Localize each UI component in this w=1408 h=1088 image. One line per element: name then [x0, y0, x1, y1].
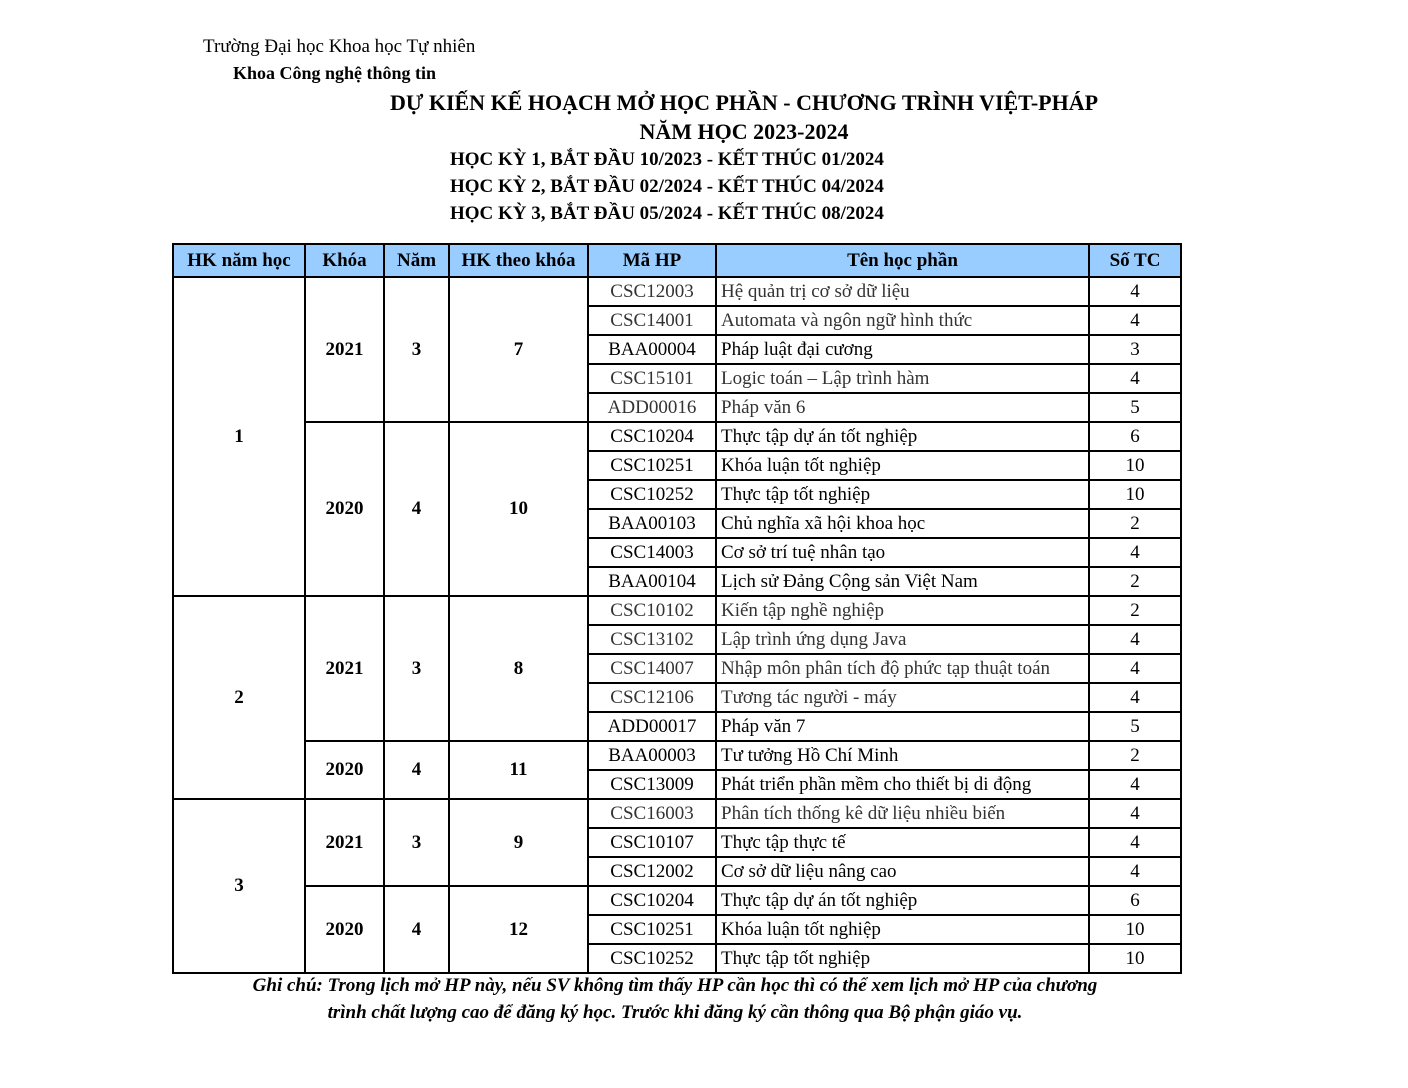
credits: 4 — [1089, 799, 1181, 828]
credits: 4 — [1089, 828, 1181, 857]
credits: 3 — [1089, 335, 1181, 364]
course-code: CSC14003 — [588, 538, 716, 567]
course-name: Automata và ngôn ngữ hình thức — [716, 306, 1089, 335]
table-header-row — [173, 244, 1181, 277]
credits: 4 — [1089, 306, 1181, 335]
course-name: Cơ sở trí tuệ nhân tạo — [716, 538, 1089, 567]
table-row — [173, 422, 1181, 451]
footnote-line-1: Ghi chú: Trong lịch mở HP này, nếu SV không tìm thấy HP cần học thì có thể xem lịch mở HP của chương — [252, 975, 1098, 996]
hk-theo-khoa-cell: 7 — [449, 277, 588, 422]
khoa-cell: 2021 — [305, 277, 384, 422]
credits: 4 — [1089, 538, 1181, 567]
course-code: CSC10252 — [588, 480, 716, 509]
course-code: BAA00004 — [588, 335, 716, 364]
course-code: CSC13102 — [588, 625, 716, 654]
credits: 4 — [1089, 654, 1181, 683]
hk-theo-khoa-cell: 9 — [449, 799, 588, 886]
semester-1-dates: HỌC KỲ 1, BẮT ĐẦU 10/2023 - KẾT THÚC 01/2024 — [450, 149, 884, 170]
course-plan-table — [172, 243, 1182, 974]
course-code: ADD00017 — [588, 712, 716, 741]
course-code: CSC14007 — [588, 654, 716, 683]
credits: 2 — [1089, 509, 1181, 538]
hk-nam-hoc-cell: 2 — [173, 596, 305, 799]
credits: 4 — [1089, 683, 1181, 712]
course-name: Pháp văn 6 — [716, 393, 1089, 422]
khoa-cell: 2021 — [305, 799, 384, 886]
course-code: CSC10252 — [588, 944, 716, 973]
course-code: BAA00003 — [588, 741, 716, 770]
school-name: Trường Đại học Khoa học Tự nhiên — [203, 36, 476, 57]
khoa-cell: 2020 — [305, 422, 384, 596]
footnote — [150, 972, 1200, 1026]
credits: 10 — [1089, 480, 1181, 509]
course-code: BAA00104 — [588, 567, 716, 596]
credits: 4 — [1089, 625, 1181, 654]
nam-cell: 3 — [384, 799, 449, 886]
course-name: Phát triển phần mềm cho thiết bị di động — [716, 770, 1089, 799]
col-header-hk-theo-khoa: HK theo khóa — [449, 244, 588, 277]
course-code: ADD00016 — [588, 393, 716, 422]
table-row — [173, 886, 1181, 915]
course-code: BAA00103 — [588, 509, 716, 538]
table-row — [173, 277, 1181, 306]
course-name: Chủ nghĩa xã hội khoa học — [716, 509, 1089, 538]
col-header-hk-nam-hoc: HK năm học — [173, 244, 305, 277]
credits: 4 — [1089, 277, 1181, 306]
course-name: Pháp luật đại cương — [716, 335, 1089, 364]
credits: 2 — [1089, 596, 1181, 625]
credits: 4 — [1089, 770, 1181, 799]
course-code: CSC14001 — [588, 306, 716, 335]
course-code: CSC12002 — [588, 857, 716, 886]
credits: 10 — [1089, 915, 1181, 944]
nam-cell: 4 — [384, 422, 449, 596]
course-code: CSC10204 — [588, 886, 716, 915]
footnote-line-2: trình chất lượng cao để đăng ký học. Trước khi đăng ký cần thông qua Bộ phận giáo vụ. — [327, 1002, 1023, 1023]
col-header-ma-hp: Mã HP — [588, 244, 716, 277]
course-name: Hệ quản trị cơ sở dữ liệu — [716, 277, 1089, 306]
credits: 5 — [1089, 712, 1181, 741]
table-body — [173, 277, 1181, 973]
hk-nam-hoc-cell: 3 — [173, 799, 305, 973]
course-name: Logic toán – Lập trình hàm — [716, 364, 1089, 393]
document-title: DỰ KIẾN KẾ HOẠCH MỞ HỌC PHẦN - CHƯƠNG TRÌNH VIỆT-PHÁP — [389, 90, 1099, 115]
course-name: Thực tập tốt nghiệp — [716, 944, 1089, 973]
semester-2-dates: HỌC KỲ 2, BẮT ĐẦU 02/2024 - KẾT THÚC 04/2024 — [450, 176, 884, 197]
course-name: Nhập môn phân tích độ phức tạp thuật toán — [716, 654, 1089, 683]
credits: 10 — [1089, 944, 1181, 973]
hk-theo-khoa-cell: 11 — [449, 741, 588, 799]
credits: 5 — [1089, 393, 1181, 422]
credits: 4 — [1089, 857, 1181, 886]
credits: 6 — [1089, 886, 1181, 915]
credits: 2 — [1089, 567, 1181, 596]
course-name: Lập trình ứng dụng Java — [716, 625, 1089, 654]
course-name: Phân tích thống kê dữ liệu nhiều biến — [716, 799, 1089, 828]
course-code: CSC12106 — [588, 683, 716, 712]
nam-cell: 3 — [384, 277, 449, 422]
faculty-name: Khoa Công nghệ thông tin — [233, 63, 437, 83]
col-header-nam: Năm — [384, 244, 449, 277]
course-code: CSC10204 — [588, 422, 716, 451]
hk-theo-khoa-cell: 8 — [449, 596, 588, 741]
course-code: CSC16003 — [588, 799, 716, 828]
credits: 4 — [1089, 364, 1181, 393]
course-code: CSC10107 — [588, 828, 716, 857]
semester-3-dates: HỌC KỲ 3, BẮT ĐẦU 05/2024 - KẾT THÚC 08/2024 — [450, 203, 884, 224]
course-code: CSC10251 — [588, 915, 716, 944]
col-header-khoa: Khóa — [305, 244, 384, 277]
course-name: Kiến tập nghề nghiệp — [716, 596, 1089, 625]
table-row — [173, 741, 1181, 770]
credits: 2 — [1089, 741, 1181, 770]
credits: 6 — [1089, 422, 1181, 451]
nam-cell: 4 — [384, 741, 449, 799]
table-row — [173, 596, 1181, 625]
khoa-cell: 2021 — [305, 596, 384, 741]
credits: 10 — [1089, 451, 1181, 480]
course-name: Thực tập dự án tốt nghiệp — [716, 886, 1089, 915]
course-name: Thực tập tốt nghiệp — [716, 480, 1089, 509]
course-code: CSC12003 — [588, 277, 716, 306]
hk-nam-hoc-cell: 1 — [173, 277, 305, 596]
khoa-cell: 2020 — [305, 741, 384, 799]
course-code: CSC10102 — [588, 596, 716, 625]
academic-year: NĂM HỌC 2023-2024 — [639, 119, 849, 144]
table-row — [173, 799, 1181, 828]
course-name: Thực tập dự án tốt nghiệp — [716, 422, 1089, 451]
course-name: Khóa luận tốt nghiệp — [716, 451, 1089, 480]
hk-theo-khoa-cell: 10 — [449, 422, 588, 596]
course-code: CSC13009 — [588, 770, 716, 799]
course-name: Thực tập thực tế — [716, 828, 1089, 857]
course-name: Pháp văn 7 — [716, 712, 1089, 741]
course-name: Tư tưởng Hồ Chí Minh — [716, 741, 1089, 770]
course-name: Khóa luận tốt nghiệp — [716, 915, 1089, 944]
course-name: Tương tác người - máy — [716, 683, 1089, 712]
nam-cell: 4 — [384, 886, 449, 973]
col-header-ten-hoc-phan: Tên học phần — [716, 244, 1089, 277]
col-header-so-tc: Số TC — [1089, 244, 1181, 277]
course-code: CSC10251 — [588, 451, 716, 480]
course-name: Cơ sở dữ liệu nâng cao — [716, 857, 1089, 886]
nam-cell: 3 — [384, 596, 449, 741]
khoa-cell: 2020 — [305, 886, 384, 973]
course-name: Lịch sử Đảng Cộng sản Việt Nam — [716, 567, 1089, 596]
course-code: CSC15101 — [588, 364, 716, 393]
hk-theo-khoa-cell: 12 — [449, 886, 588, 973]
